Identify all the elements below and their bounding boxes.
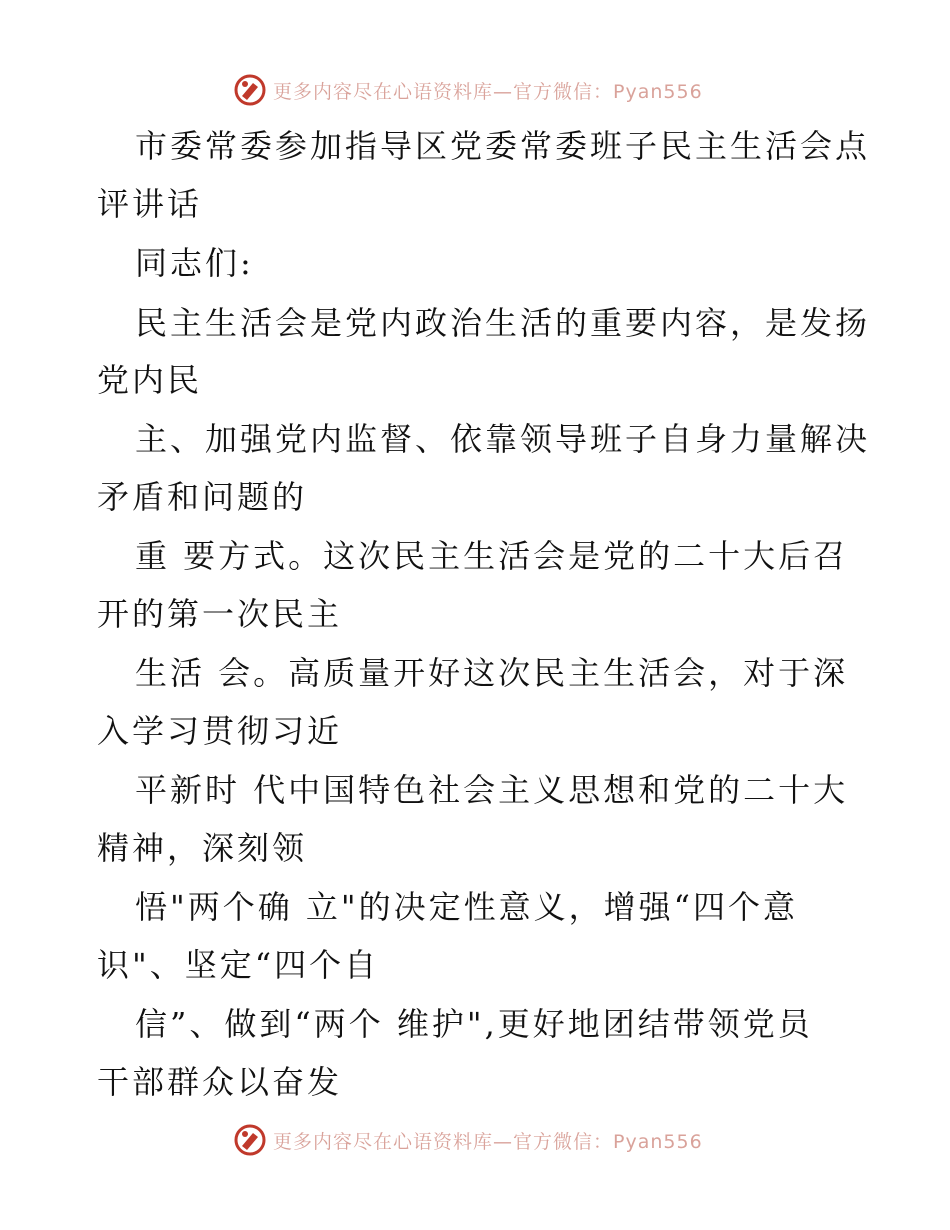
banner-text: 更多内容尽在心语资料库—官方微信：Pyan556 (273, 1130, 703, 1153)
header-watermark-banner (233, 72, 703, 108)
doc-line: 评讲话 (97, 185, 203, 223)
doc-line: 党内民 (97, 361, 203, 399)
banner-text: 更多内容尽在心语资料库—官方微信：Pyan556 (273, 80, 703, 103)
doc-line: 悟"两个确 立"的决定性意义，增强“四个意 (135, 888, 798, 926)
doc-line: 市委常委参加指导区党委常委班子民主生活会点 (135, 127, 871, 165)
footer-watermark-banner (233, 1122, 703, 1158)
doc-line: 识"、坚定“四个自 (97, 946, 380, 984)
doc-line: 生活 会。高质量开好这次民主生活会，对于深 (135, 654, 849, 692)
doc-line: 重 要方式。这次民主生活会是党的二十大后召 (135, 537, 849, 575)
doc-line: 平新时 代中国特色社会主义思想和党的二十大 (135, 771, 849, 809)
logo-icon (233, 73, 267, 107)
doc-line: 入学习贯彻习近 (97, 712, 343, 750)
doc-line: 矛盾和问题的 (97, 478, 308, 516)
doc-line: 开的第一次民主 (97, 595, 343, 633)
doc-line: 精神，深刻领 (97, 829, 308, 867)
doc-line: 干部群众以奋发 (97, 1063, 343, 1101)
logo-icon (233, 1123, 267, 1157)
doc-line: 同志们: (135, 244, 254, 282)
doc-line: 主、加强党内监督、依靠领导班子自身力量解决 (135, 420, 871, 458)
doc-line: 民主生活会是党内政治生活的重要内容，是发扬 (135, 304, 871, 342)
doc-line: 信”、做到“两个 维护",更好地团结带领党员 (135, 1005, 813, 1043)
